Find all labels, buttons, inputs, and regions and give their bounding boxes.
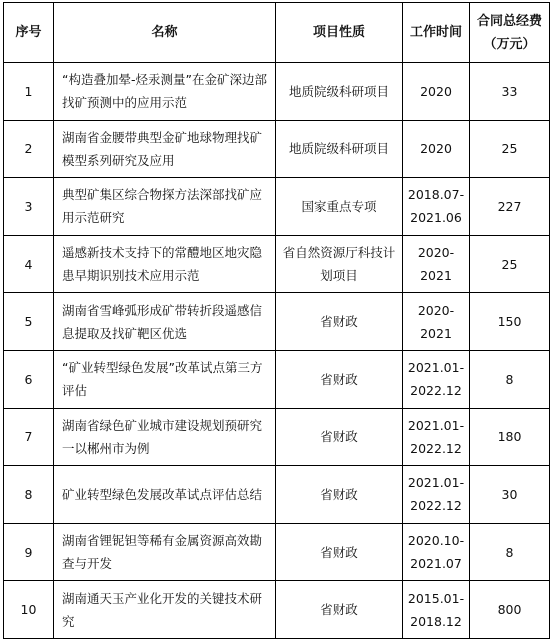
cell-nature: 省财政 — [276, 466, 403, 524]
header-fund: 合同总经费（万元） — [470, 3, 550, 63]
cell-fund: 25 — [470, 120, 550, 178]
table-row — [4, 523, 550, 581]
table-row — [4, 293, 550, 351]
table-row — [4, 581, 550, 639]
cell-nature: 省财政 — [276, 581, 403, 639]
cell-nature: 省财政 — [276, 350, 403, 408]
cell-nature: 省财政 — [276, 523, 403, 581]
cell-time: 2021.01-2022.12 — [403, 408, 470, 466]
header-nature: 项目性质 — [276, 3, 403, 63]
cell-nature: 省自然资源厅科技计划项目 — [276, 235, 403, 293]
table-header-row — [4, 3, 550, 63]
cell-fund: 25 — [470, 235, 550, 293]
cell-name: 湖南通天玉产业化开发的关键技术研究 — [54, 581, 276, 639]
cell-number: 10 — [4, 581, 54, 639]
header-name: 名称 — [54, 3, 276, 63]
cell-fund: 33 — [470, 63, 550, 121]
table-row — [4, 235, 550, 293]
cell-number: 2 — [4, 120, 54, 178]
cell-name: 湖南省绿色矿业城市建设规划预研究一以郴州市为例 — [54, 408, 276, 466]
cell-time: 2018.07-2021.06 — [403, 178, 470, 236]
cell-number: 1 — [4, 63, 54, 121]
cell-fund: 227 — [470, 178, 550, 236]
cell-number: 3 — [4, 178, 54, 236]
cell-fund: 180 — [470, 408, 550, 466]
cell-time: 2020-2021 — [403, 293, 470, 351]
cell-time: 2015.01-2018.12 — [403, 581, 470, 639]
cell-nature: 地质院级科研项目 — [276, 63, 403, 121]
cell-name: 湖南省金腰带典型金矿地球物理找矿模型系列研究及应用 — [54, 120, 276, 178]
cell-fund: 30 — [470, 466, 550, 524]
cell-nature: 地质院级科研项目 — [276, 120, 403, 178]
cell-fund: 800 — [470, 581, 550, 639]
cell-fund: 8 — [470, 350, 550, 408]
cell-number: 9 — [4, 523, 54, 581]
cell-fund: 150 — [470, 293, 550, 351]
cell-name: “构造叠加晕-烃汞测量”在金矿深边部找矿预测中的应用示范 — [54, 63, 276, 121]
cell-name: “矿业转型绿色发展”改革试点第三方评估 — [54, 350, 276, 408]
table-row — [4, 466, 550, 524]
cell-nature: 省财政 — [276, 408, 403, 466]
table-row — [4, 408, 550, 466]
cell-nature: 国家重点专项 — [276, 178, 403, 236]
cell-name: 遥感新技术支持下的常醴地区地灾隐患早期识别技术应用示范 — [54, 235, 276, 293]
cell-number: 6 — [4, 350, 54, 408]
cell-fund: 8 — [470, 523, 550, 581]
cell-time: 2020-2021 — [403, 235, 470, 293]
table-row — [4, 63, 550, 121]
cell-number: 5 — [4, 293, 54, 351]
header-number: 序号 — [4, 3, 54, 63]
header-time: 工作时间 — [403, 3, 470, 63]
cell-name: 矿业转型绿色发展改革试点评估总结 — [54, 466, 276, 524]
table-row — [4, 120, 550, 178]
cell-nature: 省财政 — [276, 293, 403, 351]
table-row — [4, 350, 550, 408]
cell-time: 2020 — [403, 120, 470, 178]
cell-number: 8 — [4, 466, 54, 524]
cell-time: 2020.10-2021.07 — [403, 523, 470, 581]
table-row — [4, 178, 550, 236]
project-table — [3, 2, 550, 639]
cell-time: 2021.01-2022.12 — [403, 466, 470, 524]
cell-time: 2020 — [403, 63, 470, 121]
cell-number: 4 — [4, 235, 54, 293]
cell-time: 2021.01-2022.12 — [403, 350, 470, 408]
cell-name: 湖南省雪峰弧形成矿带转折段遥感信息提取及找矿靶区优选 — [54, 293, 276, 351]
cell-number: 7 — [4, 408, 54, 466]
table-body — [4, 63, 550, 639]
cell-name: 典型矿集区综合物探方法深部找矿应用示范研究 — [54, 178, 276, 236]
cell-name: 湖南省锂铌钽等稀有金属资源高效勘查与开发 — [54, 523, 276, 581]
